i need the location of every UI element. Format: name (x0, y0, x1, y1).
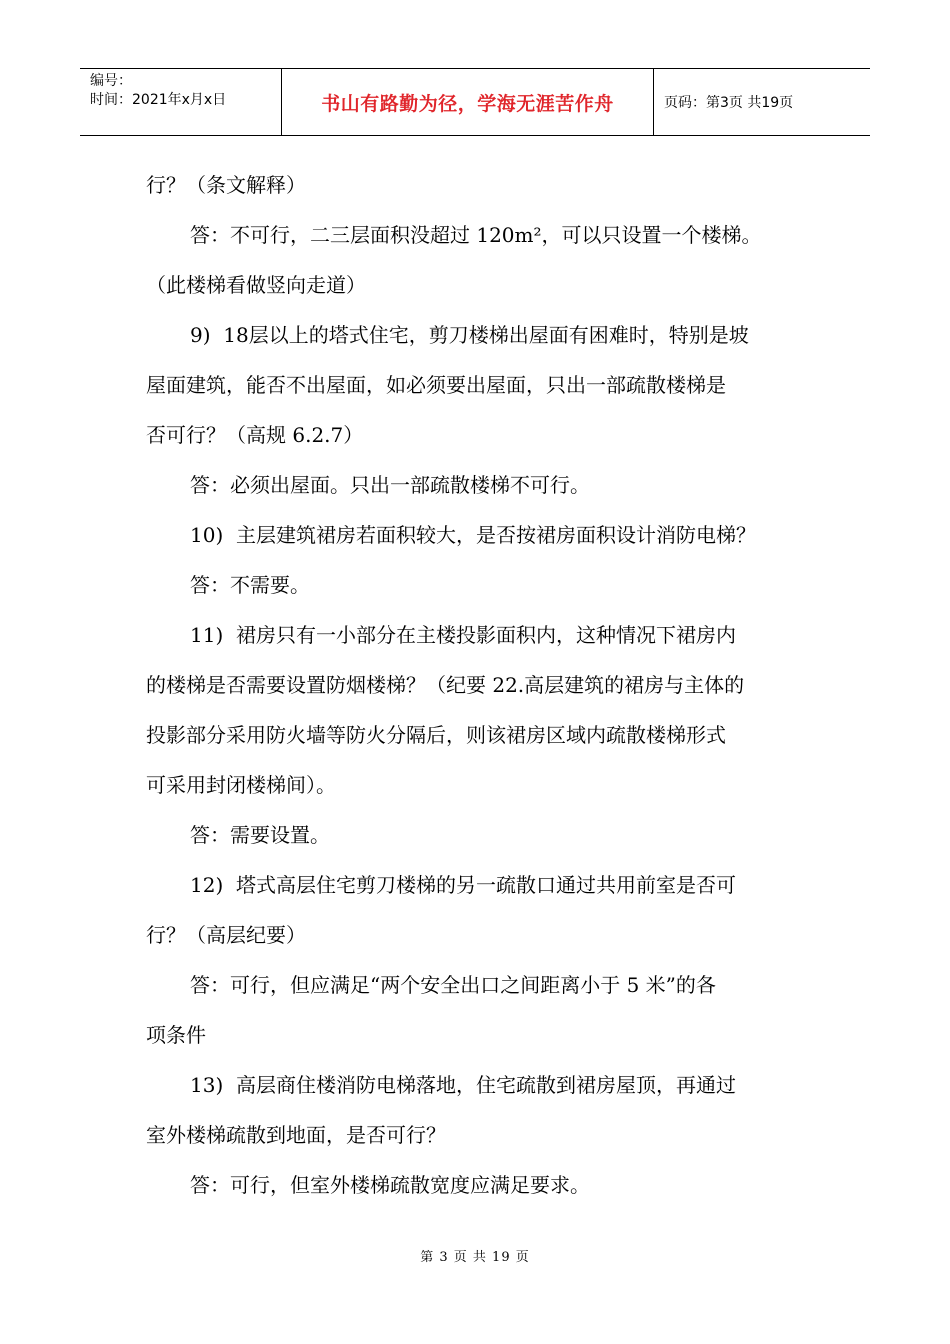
serial-label: 编号： (90, 73, 132, 89)
header-page-info: 页码：第3页 共19页 (664, 95, 794, 111)
body-line: 答：可行，但应满足“两个安全出口之间距离小于 5 米”的各 (190, 973, 716, 997)
body-line: 答：需要设置。 (190, 823, 330, 847)
body-line: 行？（条文解释） (146, 173, 306, 197)
body-line: 10) 主层建筑裙房若面积较大，是否按裙房面积设计消防电梯？ (190, 523, 756, 547)
body-line: 答：不需要。 (190, 573, 310, 597)
body-line: 答：必须出屋面。只出一部疏散楼梯不可行。 (190, 473, 590, 497)
body-line: 室外楼梯疏散到地面，是否可行？ (146, 1123, 446, 1147)
document-body (146, 160, 816, 1210)
header-meta (80, 69, 282, 135)
body-line: 12) 塔式高层住宅剪刀楼梯的另一疏散口通过共用前室是否可 (190, 873, 736, 897)
body-line: 行？（高层纪要） (146, 923, 306, 947)
body-line: 项条件 (146, 1023, 206, 1047)
body-line: 的楼梯是否需要设置防烟楼梯？（纪要 22.高层建筑的裙房与主体的 (146, 673, 745, 697)
date-label: 时间：2021年x月x日 (90, 92, 227, 108)
page-header (80, 68, 870, 136)
page-footer: 第 3 页 共 19 页 (420, 1250, 530, 1265)
body-line: 答：可行，但室外楼梯疏散宽度应满足要求。 (190, 1173, 590, 1197)
body-line: 投影部分采用防火墙等防火分隔后，则该裙房区域内疏散楼梯形式 (146, 723, 726, 747)
body-line: 否可行？（高规 6.2.7） (146, 423, 364, 447)
body-line: 9) 18层以上的塔式住宅，剪刀楼梯出屋面有困难时，特别是坡 (190, 323, 749, 347)
body-line: 13) 高层商住楼消防电梯落地，住宅疏散到裙房屋顶，再通过 (190, 1073, 736, 1097)
header-motto: 书山有路勤为径，学海无涯苦作舟 (282, 69, 654, 135)
body-line: （此楼梯看做竖向走道） (146, 273, 366, 297)
body-line: 可采用封闭楼梯间）。 (146, 773, 336, 797)
body-line: 答：不可行，二三层面积没超过 120m²，可以只设置一个楼梯。 (190, 223, 762, 247)
body-line: 11) 裙房只有一小部分在主楼投影面积内，这种情况下裙房内 (190, 623, 736, 647)
body-line: 屋面建筑，能否不出屋面，如必须要出屋面，只出一部疏散楼梯是 (146, 373, 726, 397)
